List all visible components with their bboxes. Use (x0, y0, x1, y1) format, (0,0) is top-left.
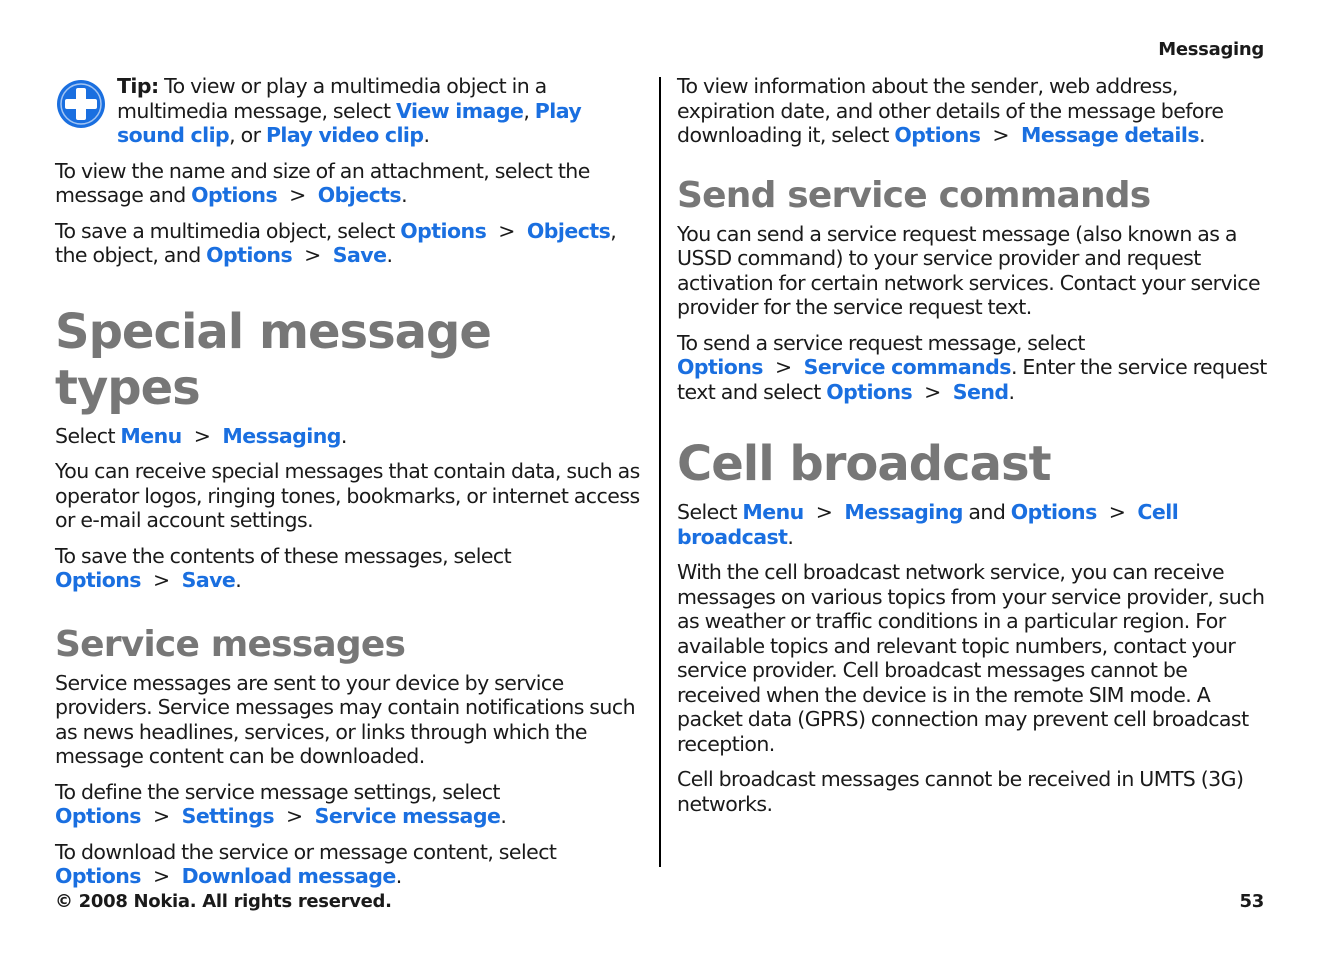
heading-cell-broadcast: Cell broadcast (677, 436, 1051, 492)
link-options[interactable]: Options (400, 218, 487, 243)
link-objects[interactable]: Objects (317, 183, 402, 207)
running-header: Messaging (1158, 39, 1264, 60)
right-column (677, 74, 1267, 827)
link-play-video-clip[interactable]: Play video clip (265, 123, 424, 147)
link-send[interactable]: Send (952, 379, 1009, 404)
link-options[interactable]: Options (1010, 500, 1097, 524)
page-number: 53 (1239, 891, 1264, 912)
link-service-message[interactable]: Service message (314, 804, 501, 828)
paragraph-message-info: To view information about the sender, web address, expiration date, and other details of the message before downloading it, select Options > Message details. (677, 74, 1224, 147)
paragraph-save-multimedia: To save a multimedia object, select Options > Objects, the object, and Options > Save. (55, 218, 617, 267)
link-options[interactable]: Options (55, 864, 141, 888)
link-settings[interactable]: Settings (181, 804, 274, 828)
link-options[interactable]: Options (55, 804, 141, 828)
link-service-commands[interactable]: Service commands (803, 355, 1011, 379)
paragraph-service-messages: Service messages are sent to your device by service providers. Service messages may contain notifications such as news headlines, services, or links through which the message content can be downloaded. (55, 670, 636, 768)
link-objects[interactable]: Objects (526, 218, 611, 243)
link-play-sound-clip[interactable]: Play sound clip (117, 98, 582, 147)
tip-text: Tip: To view or play a multimedia object in a multimedia message, select View image, Play sound clip, or Play video clip. (117, 74, 582, 147)
link-save[interactable]: Save (332, 243, 387, 267)
link-messaging[interactable]: Messaging (844, 500, 963, 524)
link-menu[interactable]: Menu (120, 423, 182, 448)
link-options[interactable]: Options (894, 123, 981, 147)
heading-service-messages: Service messages (55, 623, 406, 665)
tip-box (55, 74, 647, 148)
left-column (55, 74, 647, 900)
paragraph-download-content: To download the service or message content, select Options > Download message. (55, 839, 557, 888)
link-view-image[interactable]: View image (396, 98, 524, 123)
link-message-details[interactable]: Message details (1021, 123, 1199, 147)
link-save[interactable]: Save (181, 568, 236, 592)
paragraph-define-settings: To define the service message settings, select Options > Settings > Service message. (55, 779, 507, 828)
paragraph-cell-description: With the cell broadcast network service, you can receive messages on various topics from your service provider, such as weather or traffic conditions in a particular region. For available topics and relevant topic numbers, contact your service provider. Cell broadcast messages cannot be received when the device is in the remote SIM mode. A packet data (GPRS) connection may prevent cell broadcast reception. (677, 560, 1265, 756)
column-divider (659, 77, 661, 867)
heading-special-message-types: Special message types (55, 303, 491, 416)
paragraph-send-service: You can send a service request message (also known as a USSD command) to your service provider and request activation for certain network services. Contact your service provider for the service request text. (677, 221, 1261, 319)
link-cell-broadcast[interactable]: Cell broadcast (677, 500, 1179, 549)
link-options[interactable]: Options (677, 355, 763, 379)
link-download-message[interactable]: Download message (181, 864, 396, 888)
link-messaging[interactable]: Messaging (222, 423, 341, 448)
link-options[interactable]: Options (826, 379, 913, 404)
paragraph-send-how: To send a service request message, select Options > Service commands. Enter the service request text and select Options > Send. (677, 330, 1267, 404)
link-menu[interactable]: Menu (742, 500, 804, 524)
plus-circle-icon (55, 78, 107, 130)
paragraph-cell-umts: Cell broadcast messages cannot be received in UMTS (3G) networks. (677, 767, 1244, 816)
heading-send-service-commands: Send service commands (677, 174, 1151, 216)
paragraph-attachment: To view the name and size of an attachment, select the message and Options > Objects. (55, 158, 590, 207)
paragraph-save-contents: To save the contents of these messages, select Options > Save. (55, 543, 512, 592)
paragraph-select-menu: Select Menu > Messaging. (55, 423, 347, 448)
paragraph-cell-select: Select Menu > Messaging and Options > Cell broadcast. (677, 500, 1179, 549)
link-options[interactable]: Options (191, 183, 278, 207)
link-options[interactable]: Options (206, 243, 293, 267)
paragraph-receive-special: You can receive special messages that contain data, such as operator logos, ringing tones, bookmarks, or internet access or e-mail account settings. (55, 459, 640, 532)
link-options[interactable]: Options (55, 568, 141, 592)
footer-copyright: © 2008 Nokia. All rights reserved. (55, 891, 392, 912)
tip-label: Tip: (117, 74, 159, 98)
